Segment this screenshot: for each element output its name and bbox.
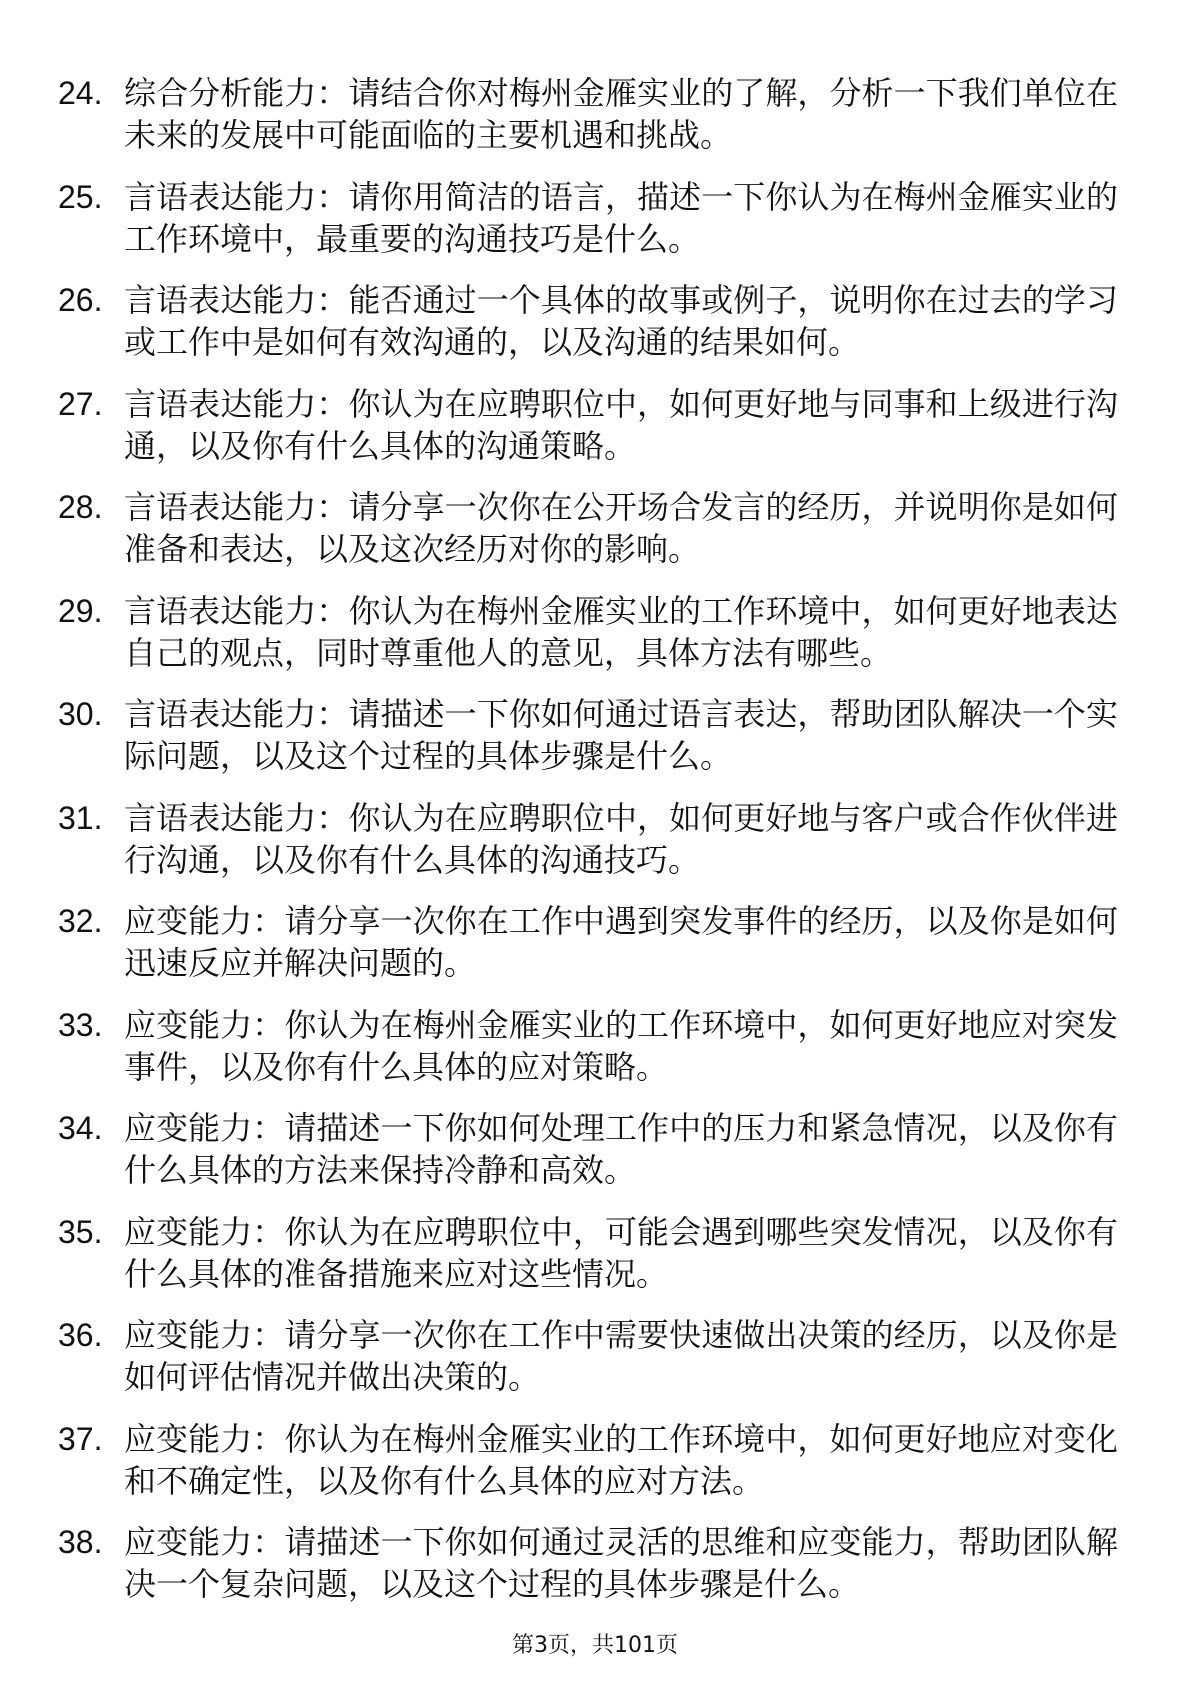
question-list [58, 72, 1118, 1625]
question-text: 言语表达能力：请分享一次你在公开场合发言的经历，并说明你是如何准备和表达，以及这次经历对你的影响。 [124, 488, 1118, 568]
question-number: 28. [58, 489, 103, 525]
question-number: 26. [58, 282, 103, 318]
question-text: 应变能力：请描述一下你如何处理工作中的压力和紧急情况，以及你有什么具体的方法来保持冷静和高效。 [124, 1109, 1118, 1189]
page-footer [0, 1632, 1190, 1660]
question-text: 综合分析能力：请结合你对梅州金雁实业的了解，分析一下我们单位在未来的发展中可能面临的主要机遇和挑战。 [124, 74, 1118, 154]
question-number: 27. [58, 385, 103, 422]
question-item [58, 900, 1118, 1004]
question-number: 34. [58, 1110, 103, 1146]
question-number: 36. [58, 1317, 103, 1353]
question-number: 31. [58, 799, 103, 836]
question-text: 应变能力：你认为在梅州金雁实业的工作环境中，如何更好地应对变化和不确定性，以及你有什么具体的应对方法。 [124, 1419, 1118, 1500]
question-text: 应变能力：请分享一次你在工作中遇到突发事件的经历，以及你是如何迅速反应并解决问题的。 [124, 902, 1118, 982]
question-item [58, 1418, 1118, 1522]
question-item [58, 1314, 1118, 1418]
question-item [58, 486, 1118, 590]
question-number: 37. [58, 1420, 103, 1457]
question-item [58, 383, 1118, 487]
question-text: 应变能力：请分享一次你在工作中需要快速做出决策的经历，以及你是如何评估情况并做出决策的。 [124, 1316, 1118, 1396]
question-item [58, 1211, 1118, 1315]
question-item [58, 797, 1118, 901]
question-item [58, 72, 1118, 176]
question-text: 言语表达能力：你认为在应聘职位中，如何更好地与同事和上级进行沟通，以及你有什么具体的沟通策略。 [124, 384, 1118, 465]
question-item [58, 279, 1118, 383]
question-number: 35. [58, 1213, 103, 1250]
question-text: 言语表达能力：请描述一下你如何通过语言表达，帮助团队解决一个实际问题，以及这个过程的具体步骤是什么。 [124, 695, 1118, 775]
question-text: 应变能力：你认为在梅州金雁实业的工作环境中，如何更好地应对突发事件，以及你有什么具体的应对策略。 [124, 1005, 1118, 1086]
page-number-label: 第3页，共101页 [512, 1633, 678, 1658]
question-number: 24. [58, 75, 103, 111]
question-number: 30. [58, 696, 103, 732]
question-number: 33. [58, 1006, 103, 1043]
question-text: 言语表达能力：你认为在梅州金雁实业的工作环境中，如何更好地表达自己的观点，同时尊重他人的意见，具体方法有哪些。 [124, 591, 1118, 672]
question-item [58, 1107, 1118, 1211]
question-text: 应变能力：请描述一下你如何通过灵活的思维和应变能力，帮助团队解决一个复杂问题，以及这个过程的具体步骤是什么。 [124, 1523, 1118, 1603]
question-item [58, 693, 1118, 797]
question-text: 言语表达能力：能否通过一个具体的故事或例子，说明你在过去的学习或工作中是如何有效沟通的，以及沟通的结果如何。 [124, 281, 1118, 361]
question-item [58, 1004, 1118, 1108]
question-number: 38. [58, 1524, 103, 1560]
question-text: 应变能力：你认为在应聘职位中，可能会遇到哪些突发情况，以及你有什么具体的准备措施来应对这些情况。 [124, 1212, 1118, 1293]
question-item [58, 1521, 1118, 1625]
question-number: 32. [58, 903, 103, 939]
question-item [58, 176, 1118, 280]
question-number: 25. [58, 178, 103, 215]
question-item [58, 590, 1118, 694]
question-text: 言语表达能力：你认为在应聘职位中，如何更好地与客户或合作伙伴进行沟通，以及你有什么具体的沟通技巧。 [124, 798, 1118, 879]
question-number: 29. [58, 592, 103, 629]
question-text: 言语表达能力：请你用简洁的语言，描述一下你认为在梅州金雁实业的工作环境中，最重要的沟通技巧是什么。 [124, 177, 1118, 258]
